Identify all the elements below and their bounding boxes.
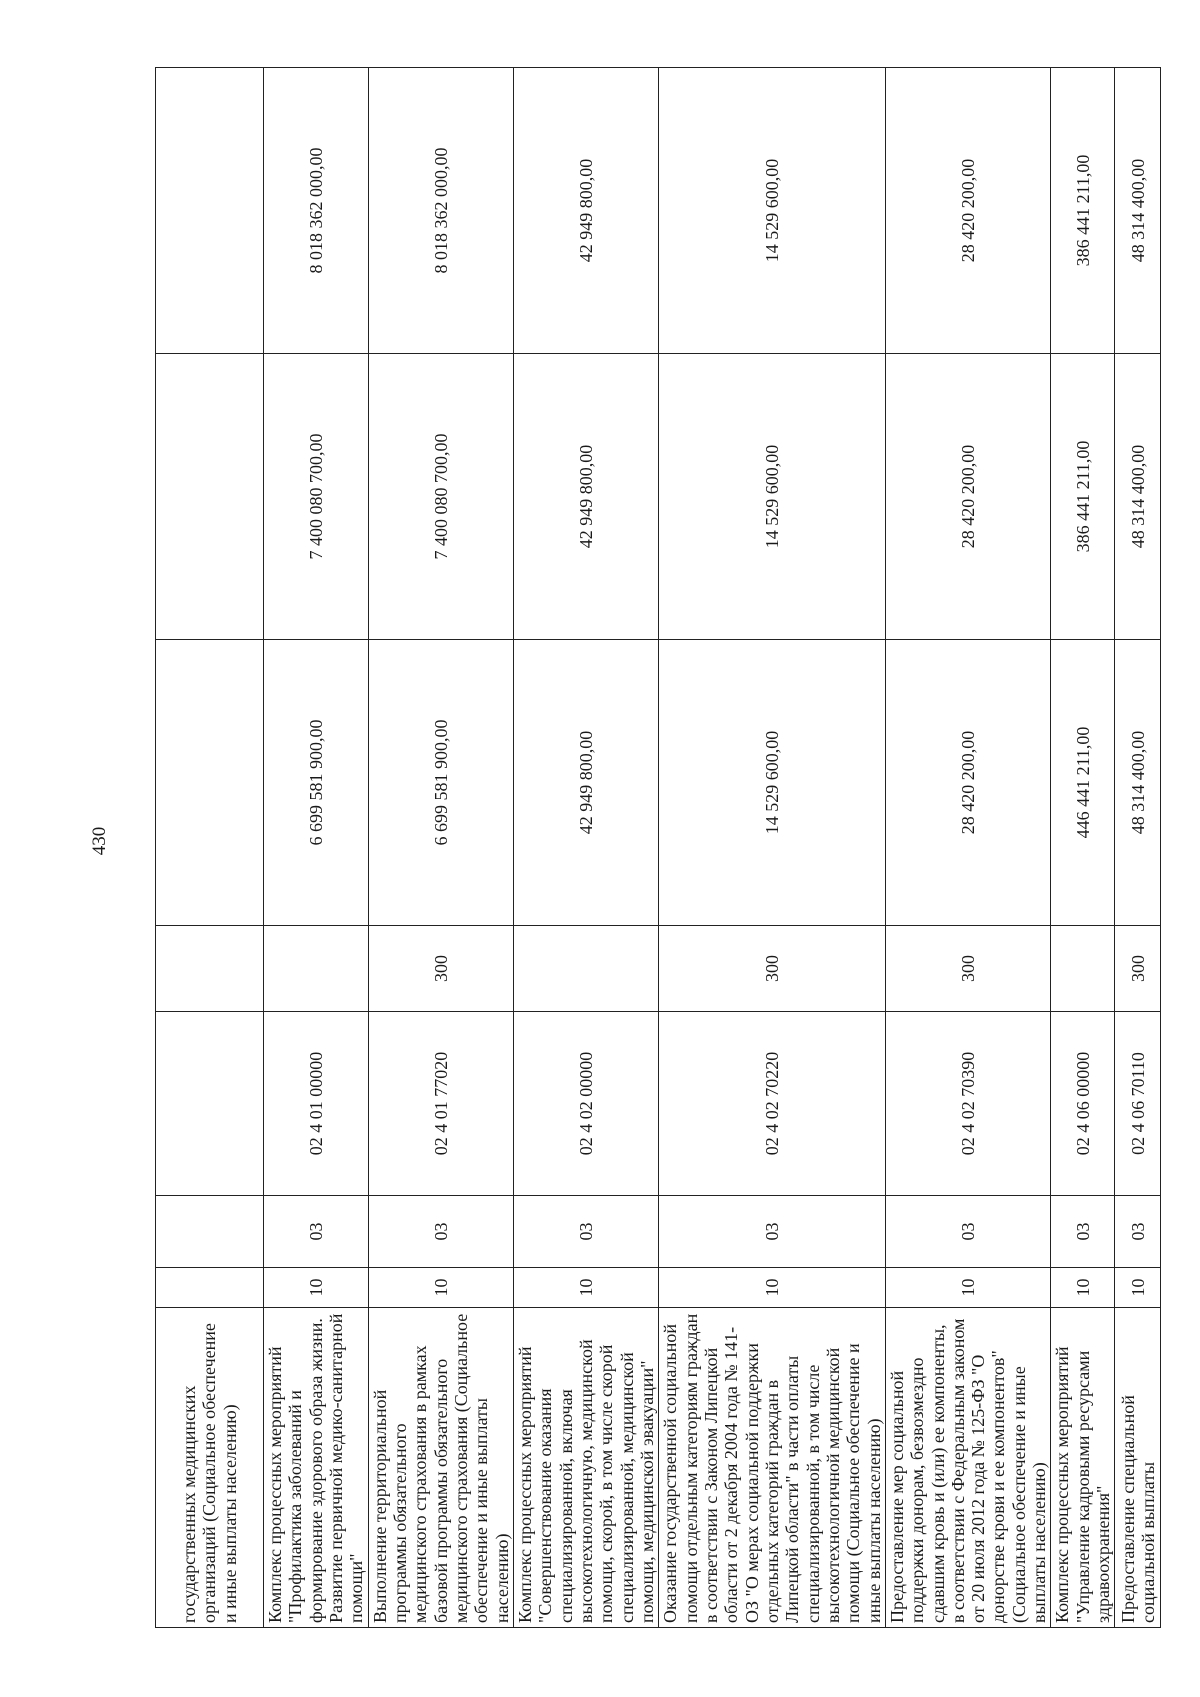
csr-cell: 02 4 01 77020 — [368, 1012, 513, 1196]
podrazdel-cell: 03 — [513, 1196, 658, 1268]
row-name: Предоставление специальной социальной выплаты — [1115, 1308, 1161, 1628]
sum-cell: 48 314 400,00 — [1115, 640, 1161, 926]
sum-cell: 7 400 080 700,00 — [368, 354, 513, 640]
sum-cell: 446 441 211,00 — [1051, 640, 1115, 926]
vr-cell — [1051, 926, 1115, 1012]
sum-cell: 48 314 400,00 — [1115, 354, 1161, 640]
sum-cell: 14 529 600,00 — [659, 68, 886, 354]
sum-cell: 8 018 362 000,00 — [264, 68, 369, 354]
row-name: Комплекс процессных мероприятий "Профилактика заболеваний и формирование здорового образа жизни. Развитие первичной медико-санитарной помощи" — [264, 1308, 369, 1628]
sum-cell: 386 441 211,00 — [1051, 68, 1115, 354]
sum-cell: 28 420 200,00 — [885, 68, 1051, 354]
sum-cell: 48 314 400,00 — [1115, 68, 1161, 354]
sum-cell: 28 420 200,00 — [885, 354, 1051, 640]
row-name: Предоставление мер социальной поддержки донорам, безвозмездно сдавшим кровь и (или) ее компоненты, в соответствии с Федеральным законом от 20 июля 2012 года № 125-ФЗ "О донорстве крови и ее компонентов" (Социальное обеспечение и иные выплаты населению) — [885, 1308, 1051, 1628]
razdel-cell: 10 — [368, 1268, 513, 1308]
sum-cell — [156, 68, 264, 354]
razdel-cell: 10 — [659, 1268, 886, 1308]
razdel-cell — [156, 1268, 264, 1308]
table-row — [1115, 68, 1161, 1628]
table-row — [885, 68, 1051, 1628]
row-name: государственных медицинских организаций (Социальное обеспечение и иные выплаты населению) — [156, 1308, 264, 1628]
podrazdel-cell — [156, 1196, 264, 1268]
csr-cell — [156, 1012, 264, 1196]
row-name: Выполнение территориальной программы обязательного медицинского страхования в рамках базовой программы обязательного медицинского страхования (Социальное обеспечение и иные выплаты населению) — [368, 1308, 513, 1628]
vr-cell: 300 — [659, 926, 886, 1012]
podrazdel-cell: 03 — [885, 1196, 1051, 1268]
budget-table — [155, 67, 1161, 1628]
csr-cell: 02 4 06 70110 — [1115, 1012, 1161, 1196]
table-row — [156, 68, 264, 1628]
row-name: Комплекс процессных мероприятий "Управление кадровыми ресурсами здравоохранения" — [1051, 1308, 1115, 1628]
table-row — [513, 68, 658, 1628]
podrazdel-cell: 03 — [659, 1196, 886, 1268]
csr-cell: 02 4 06 00000 — [1051, 1012, 1115, 1196]
sum-cell: 28 420 200,00 — [885, 640, 1051, 926]
csr-cell: 02 4 02 00000 — [513, 1012, 658, 1196]
row-name: Комплекс процессных мероприятий "Совершенствование оказания специализированной, включая высокотехнологичную, медицинской помощи, скорой, в том числе скорой специализированной, медицинской помощи, медицинской эвакуации" — [513, 1308, 658, 1628]
vr-cell — [513, 926, 658, 1012]
sum-cell: 6 699 581 900,00 — [368, 640, 513, 926]
podrazdel-cell: 03 — [264, 1196, 369, 1268]
vr-cell — [264, 926, 369, 1012]
razdel-cell: 10 — [513, 1268, 658, 1308]
sum-cell: 14 529 600,00 — [659, 354, 886, 640]
csr-cell: 02 4 01 00000 — [264, 1012, 369, 1196]
vr-cell — [156, 926, 264, 1012]
sum-cell: 42 949 800,00 — [513, 354, 658, 640]
podrazdel-cell: 03 — [1051, 1196, 1115, 1268]
vr-cell: 300 — [885, 926, 1051, 1012]
sum-cell: 14 529 600,00 — [659, 640, 886, 926]
razdel-cell: 10 — [1115, 1268, 1161, 1308]
table-row — [264, 68, 369, 1628]
table-row — [659, 68, 886, 1628]
vr-cell: 300 — [1115, 926, 1161, 1012]
razdel-cell: 10 — [885, 1268, 1051, 1308]
csr-cell: 02 4 02 70390 — [885, 1012, 1051, 1196]
podrazdel-cell: 03 — [1115, 1196, 1161, 1268]
razdel-cell: 10 — [1051, 1268, 1115, 1308]
sum-cell: 42 949 800,00 — [513, 68, 658, 354]
vr-cell: 300 — [368, 926, 513, 1012]
page-number: 430 — [89, 826, 110, 856]
sum-cell: 7 400 080 700,00 — [264, 354, 369, 640]
sum-cell — [156, 640, 264, 926]
rotated-table-container — [155, 68, 1158, 1628]
sum-cell — [156, 354, 264, 640]
podrazdel-cell: 03 — [368, 1196, 513, 1268]
razdel-cell: 10 — [264, 1268, 369, 1308]
sum-cell: 386 441 211,00 — [1051, 354, 1115, 640]
csr-cell: 02 4 02 70220 — [659, 1012, 886, 1196]
table-row — [1051, 68, 1115, 1628]
row-name: Оказание государственной социальной помощи отдельным категориям граждан в соответствии с Законом Липецкой области от 2 декабря 2004 года № 141-ОЗ "О мерах социальной поддержки отдельных категорий граждан в Липецкой области" в части оплаты специализированной, в том числе высокотехнологичной медицинской помощи (Социальное обеспечение и иные выплаты населению) — [659, 1308, 886, 1628]
sum-cell: 6 699 581 900,00 — [264, 640, 369, 926]
sum-cell: 42 949 800,00 — [513, 640, 658, 926]
sum-cell: 8 018 362 000,00 — [368, 68, 513, 354]
table-row — [368, 68, 513, 1628]
